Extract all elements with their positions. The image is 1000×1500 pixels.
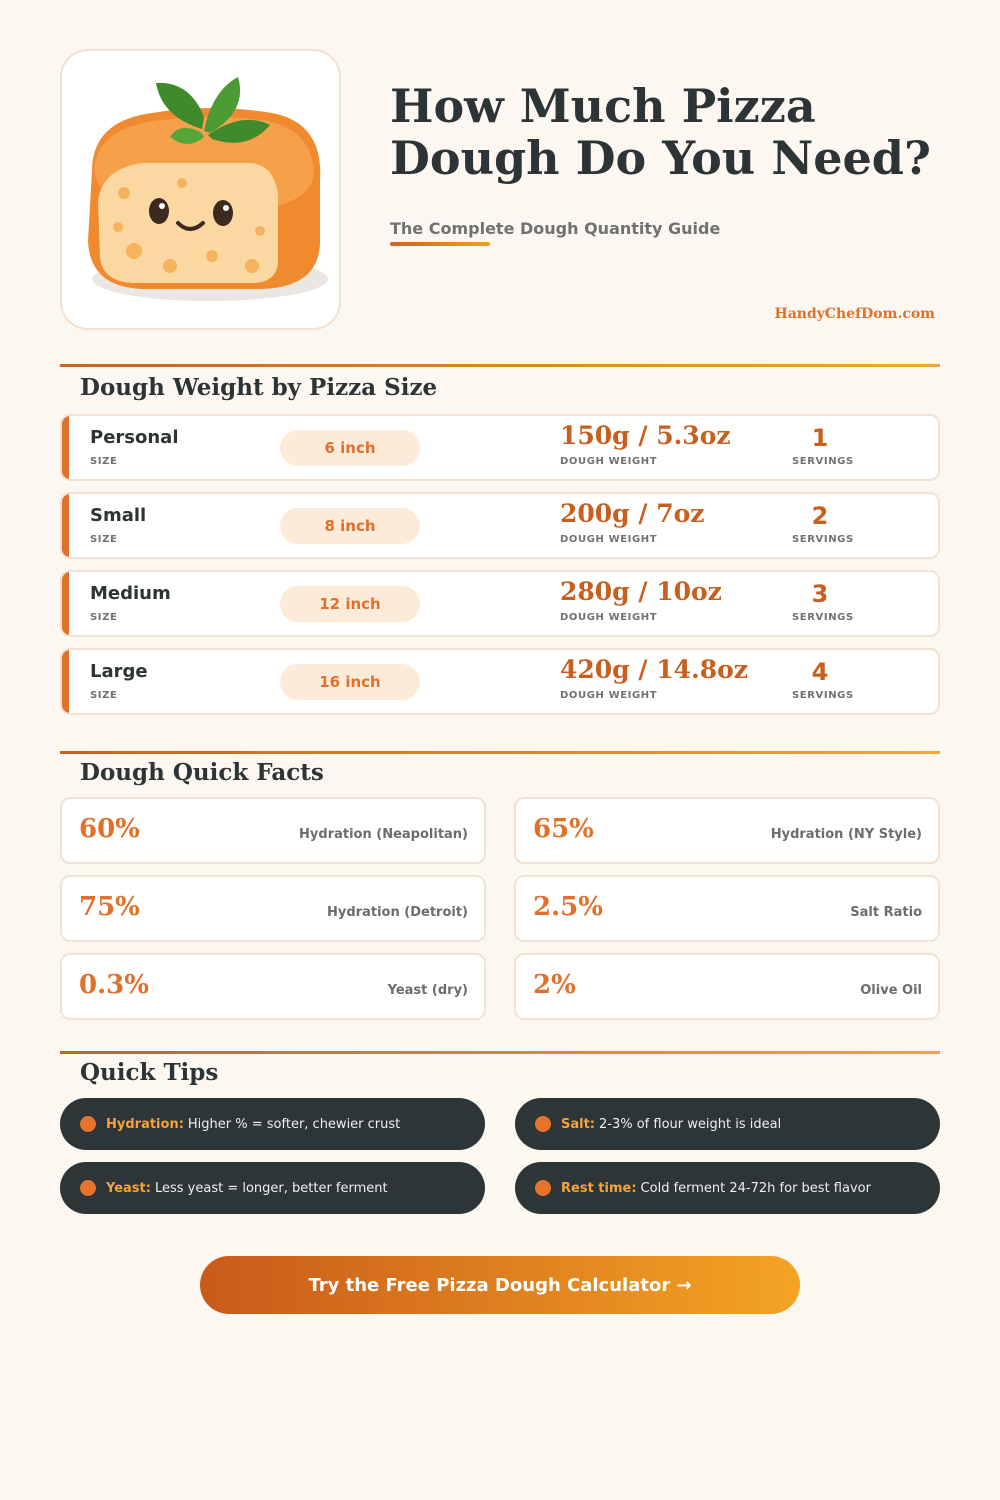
bullet-dot-icon bbox=[535, 1116, 551, 1132]
inch-badge: 6 inch bbox=[280, 430, 420, 466]
servings-label: SERVINGS bbox=[792, 612, 854, 623]
fact-value: 60% bbox=[79, 814, 140, 844]
row-accent bbox=[62, 416, 69, 479]
tip-text: 2-3% of flour weight is ideal bbox=[599, 1116, 782, 1132]
site-link[interactable]: HandyChefDom.com bbox=[774, 306, 935, 322]
weight-label: DOUGH WEIGHT bbox=[560, 534, 658, 545]
tip-key: Hydration: bbox=[106, 1116, 184, 1132]
fact-value: 2.5% bbox=[533, 892, 603, 922]
size-row bbox=[60, 414, 940, 481]
servings-label: SERVINGS bbox=[792, 456, 854, 467]
size-label: SIZE bbox=[90, 612, 118, 623]
section-title-tips: Quick Tips bbox=[80, 1059, 219, 1086]
dough-weight: 420g / 14.8oz bbox=[560, 655, 748, 684]
fact-card bbox=[514, 797, 940, 864]
size-name: Small bbox=[90, 505, 147, 526]
fact-card bbox=[60, 797, 486, 864]
fact-value: 0.3% bbox=[79, 970, 149, 1000]
fact-label: Hydration (Detroit) bbox=[327, 905, 468, 920]
section-title-sizes: Dough Weight by Pizza Size bbox=[80, 374, 438, 401]
fact-card bbox=[60, 875, 486, 942]
fact-card bbox=[514, 953, 940, 1020]
row-accent bbox=[62, 572, 69, 635]
fact-value: 75% bbox=[79, 892, 140, 922]
row-accent bbox=[62, 494, 69, 557]
title-line-1: How Much Pizza bbox=[390, 79, 816, 133]
bullet-dot-icon bbox=[80, 1116, 96, 1132]
size-label: SIZE bbox=[90, 690, 118, 701]
bread-loaf-mascot-icon bbox=[62, 51, 343, 332]
size-row bbox=[60, 648, 940, 715]
size-name: Large bbox=[90, 661, 148, 682]
section-divider bbox=[60, 364, 940, 367]
fact-card bbox=[514, 875, 940, 942]
fact-label: Yeast (dry) bbox=[387, 983, 468, 998]
tip-pill bbox=[515, 1162, 940, 1214]
servings-value: 3 bbox=[811, 580, 829, 608]
inch-badge: 16 inch bbox=[280, 664, 420, 700]
size-label: SIZE bbox=[90, 534, 118, 545]
tip-pill bbox=[60, 1162, 485, 1214]
page-subtitle: The Complete Dough Quantity Guide bbox=[390, 219, 721, 238]
size-label: SIZE bbox=[90, 456, 118, 467]
section-divider bbox=[60, 1051, 940, 1054]
servings-label: SERVINGS bbox=[792, 690, 854, 701]
servings-label: SERVINGS bbox=[792, 534, 854, 545]
size-name: Medium bbox=[90, 583, 171, 604]
calculator-cta-button[interactable]: Try the Free Pizza Dough Calculator → bbox=[200, 1256, 800, 1314]
section-divider bbox=[60, 751, 940, 754]
page-title bbox=[390, 80, 950, 184]
weight-label: DOUGH WEIGHT bbox=[560, 456, 658, 467]
fact-label: Salt Ratio bbox=[850, 905, 922, 920]
tip-pill bbox=[515, 1098, 940, 1150]
title-line-2: Dough Do You Need? bbox=[390, 131, 931, 185]
inch-badge: 8 inch bbox=[280, 508, 420, 544]
weight-label: DOUGH WEIGHT bbox=[560, 612, 658, 623]
dough-weight: 280g / 10oz bbox=[560, 577, 722, 606]
servings-value: 4 bbox=[811, 658, 829, 686]
fact-value: 65% bbox=[533, 814, 594, 844]
tip-text: Cold ferment 24-72h for best flavor bbox=[640, 1180, 871, 1196]
tip-key: Rest time: bbox=[561, 1180, 637, 1196]
dough-weight: 200g / 7oz bbox=[560, 499, 705, 528]
fact-label: Hydration (Neapolitan) bbox=[299, 827, 468, 842]
fact-label: Hydration (NY Style) bbox=[770, 827, 922, 842]
inch-badge: 12 inch bbox=[280, 586, 420, 622]
servings-value: 1 bbox=[811, 424, 829, 452]
bullet-dot-icon bbox=[535, 1180, 551, 1196]
tip-key: Yeast: bbox=[106, 1180, 151, 1196]
tip-text: Higher % = softer, chewier crust bbox=[187, 1116, 401, 1132]
size-row bbox=[60, 570, 940, 637]
size-name: Personal bbox=[90, 427, 179, 448]
dough-weight: 150g / 5.3oz bbox=[560, 421, 731, 450]
tip-pill bbox=[60, 1098, 485, 1150]
mascot-card bbox=[60, 49, 341, 330]
tip-key: Salt: bbox=[561, 1116, 596, 1132]
section-title-facts: Dough Quick Facts bbox=[80, 759, 324, 786]
fact-card bbox=[60, 953, 486, 1020]
size-row bbox=[60, 492, 940, 559]
subtitle-underline bbox=[390, 242, 490, 246]
fact-value: 2% bbox=[533, 970, 576, 1000]
weight-label: DOUGH WEIGHT bbox=[560, 690, 658, 701]
servings-value: 2 bbox=[811, 502, 829, 530]
fact-label: Olive Oil bbox=[860, 983, 922, 998]
row-accent bbox=[62, 650, 69, 713]
tip-text: Less yeast = longer, better ferment bbox=[154, 1180, 388, 1196]
bullet-dot-icon bbox=[80, 1180, 96, 1196]
